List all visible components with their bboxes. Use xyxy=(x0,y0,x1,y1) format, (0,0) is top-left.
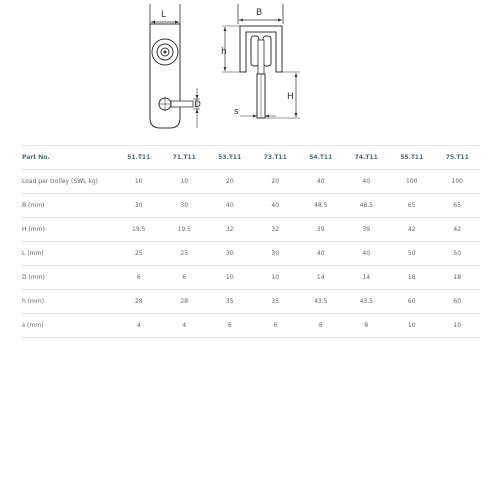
table-cell: 40 xyxy=(344,170,390,194)
table-cell: 40 xyxy=(207,194,253,218)
table-cell: 30 xyxy=(116,194,162,218)
table-cell: 40 xyxy=(253,194,299,218)
table-cell: 100 xyxy=(435,170,481,194)
part-number: 55.T11 xyxy=(389,146,435,170)
row-label: D (mm) xyxy=(20,266,116,290)
table-cell: 40 xyxy=(298,242,344,266)
table-cell: 48.5 xyxy=(298,194,344,218)
table-row xyxy=(20,242,480,266)
part-number: 75.T11 xyxy=(435,146,481,170)
table-cell: 40 xyxy=(344,242,390,266)
part-number: 73.T11 xyxy=(253,146,299,170)
table-cell: 35 xyxy=(253,290,299,314)
dimension-label-L: L xyxy=(161,10,167,20)
table-cell: 42 xyxy=(389,218,435,242)
dimension-label-h: h xyxy=(221,47,227,57)
table-row xyxy=(20,170,480,194)
table-cell: 25 xyxy=(162,242,208,266)
table-cell: 10 xyxy=(207,266,253,290)
table-cell: 30 xyxy=(162,194,208,218)
table-cell: 100 xyxy=(389,170,435,194)
table-cell: 32 xyxy=(207,218,253,242)
table-cell: 65 xyxy=(389,194,435,218)
table-cell: 43.5 xyxy=(344,290,390,314)
table-cell: 18 xyxy=(389,266,435,290)
table-cell: 6 xyxy=(116,266,162,290)
table-cell: 4 xyxy=(162,314,208,338)
row-label: Load per trolley (SWL kg) xyxy=(20,170,116,194)
table-cell: 8 xyxy=(298,314,344,338)
table-cell: 20 xyxy=(207,170,253,194)
dimension-label-B: B xyxy=(256,8,263,18)
table-cell: 30 xyxy=(253,242,299,266)
table-cell: 6 xyxy=(207,314,253,338)
row-label: h (mm) xyxy=(20,290,116,314)
table-cell: 35 xyxy=(207,290,253,314)
table-cell: 39 xyxy=(344,218,390,242)
row-label: L (mm) xyxy=(20,242,116,266)
table-cell: 25 xyxy=(116,242,162,266)
row-label: H (mm) xyxy=(20,218,116,242)
table-row xyxy=(20,290,480,314)
table-cell: 65 xyxy=(435,194,481,218)
table-header-row xyxy=(20,146,480,170)
part-number: 74.T11 xyxy=(344,146,390,170)
side-view-drawing xyxy=(0,0,220,135)
table-cell: 43.5 xyxy=(298,290,344,314)
table-cell: 18 xyxy=(435,266,481,290)
table-cell: 20 xyxy=(253,170,299,194)
table-row xyxy=(20,218,480,242)
dimension-label-D: D xyxy=(194,100,201,110)
part-number: 71.T11 xyxy=(162,146,208,170)
table-cell: 14 xyxy=(344,266,390,290)
table-cell: 30 xyxy=(207,242,253,266)
part-number: 54.T11 xyxy=(298,146,344,170)
table-cell: 10 xyxy=(389,314,435,338)
table-cell: 40 xyxy=(298,170,344,194)
specification-table xyxy=(20,145,480,338)
header-label: Part No. xyxy=(20,146,116,170)
table-cell: 6 xyxy=(162,266,208,290)
table-cell: 32 xyxy=(253,218,299,242)
table-cell: 42 xyxy=(435,218,481,242)
table-cell: 50 xyxy=(389,242,435,266)
table-cell: 60 xyxy=(435,290,481,314)
table-cell: 8 xyxy=(344,314,390,338)
dimension-label-s: s xyxy=(234,107,239,117)
table-cell: 39 xyxy=(298,218,344,242)
table-cell: 60 xyxy=(389,290,435,314)
part-number: 51.T11 xyxy=(116,146,162,170)
table-row xyxy=(20,266,480,290)
table-cell: 4 xyxy=(116,314,162,338)
table-cell: 14 xyxy=(298,266,344,290)
table-cell: 28 xyxy=(116,290,162,314)
table-cell: 19.5 xyxy=(116,218,162,242)
table-cell: 50 xyxy=(435,242,481,266)
table-row xyxy=(20,194,480,218)
table-cell: 10 xyxy=(116,170,162,194)
row-label: B (mm) xyxy=(20,194,116,218)
table-cell: 28 xyxy=(162,290,208,314)
dimension-label-H: H xyxy=(287,92,294,102)
table-cell: 48.5 xyxy=(344,194,390,218)
table-cell: 10 xyxy=(435,314,481,338)
table-row xyxy=(20,314,480,338)
table-cell: 19.5 xyxy=(162,218,208,242)
technical-drawings xyxy=(0,0,500,135)
row-label: s (mm) xyxy=(20,314,116,338)
table-cell: 6 xyxy=(253,314,299,338)
table-cell: 10 xyxy=(162,170,208,194)
table-cell: 10 xyxy=(253,266,299,290)
part-number: 53.T11 xyxy=(207,146,253,170)
